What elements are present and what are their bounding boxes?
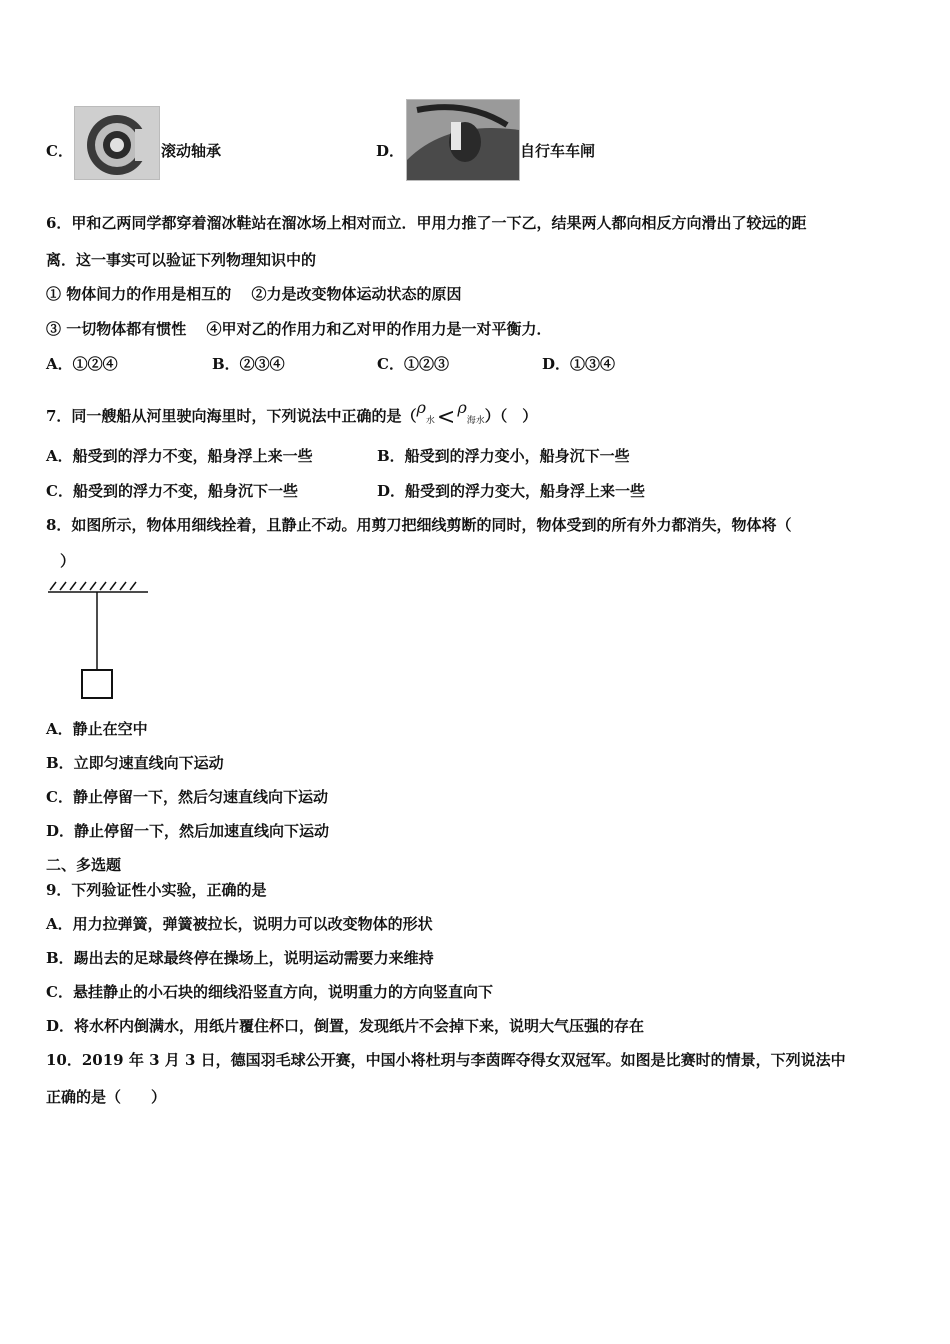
q6-statement-line-2: ③ 一切物体都有惯性 ④甲对乙的作用力和乙对甲的作用力是一对平衡力．: [46, 320, 552, 338]
q8-stem-line-2: ）: [60, 552, 76, 570]
q9-option-c: C．悬挂静止的小石块的细线沿竖直方向，说明重力的方向竖直向下: [46, 983, 493, 1001]
q5-option-d-label: 自行车车闸: [520, 142, 596, 160]
q7-option-d: D．船受到的浮力变大，船身浮上来一些: [377, 482, 646, 500]
ceiling-hatch: [48, 582, 148, 592]
q9-option-b: B．踢出去的足球最终停在操场上，说明运动需要力来维持: [46, 949, 434, 967]
q8-option-a: A．静止在空中: [46, 720, 148, 738]
q7-option-b: B．船受到的浮力变小，船身沉下一些: [377, 447, 630, 465]
q6-option-d: D．①③④: [542, 355, 616, 373]
q6-statement-line-1: ① 物体间力的作用是相互的 ②力是改变物体运动状态的原因: [46, 285, 462, 303]
q9-stem: 9．下列验证性小实验，正确的是: [46, 881, 267, 899]
q5-option-d-letter: D．: [376, 142, 405, 160]
hanging-block-diagram: [44, 576, 154, 704]
density-inequality: $\rho_水< \rho_{海水}$: [416, 398, 485, 430]
q8-option-d: D．静止停留一下，然后加速直线向下运动: [46, 822, 330, 840]
q9-option-d: D．将水杯内倒满水，用纸片覆住杯口，倒置，发现纸片不会掉下来，说明大气压强的存在: [46, 1017, 645, 1035]
q6-option-a: A．①②④: [46, 355, 118, 373]
bicycle-brake-photo: [406, 99, 520, 181]
bearing-photo: [74, 106, 160, 180]
q6-stem-line-1: 6．甲和乙两同学都穿着溜冰鞋站在溜冰场上相对而立．甲用力推了一下乙，结果两人都向相反方向滑出了较远的距: [46, 214, 807, 232]
q7-option-a: A．船受到的浮力不变，船身浮上来一些: [46, 447, 313, 465]
q5-option-c-letter: C．: [46, 142, 73, 160]
q8-stem-line-1: 8．如图所示，物体用细线拴着，且静止不动。用剪刀把细线剪断的同时，物体受到的所有外力都消失，物体将（: [46, 516, 792, 534]
q6-option-c: C．①②③: [377, 355, 449, 373]
q6-option-b: B．②③④: [212, 355, 285, 373]
q6-stem-line-2: 离．这一事实可以验证下列物理知识中的: [46, 251, 317, 269]
q5-option-c-label: 滚动轴承: [161, 142, 222, 160]
q7-stem-suffix: ）（ ）: [484, 407, 538, 425]
q7-stem-prefix: 7．同一艘船从河里驶向海里时，下列说法中正确的是（: [46, 407, 417, 425]
bicycle-brake-icon: [407, 100, 519, 180]
q8-option-c: C．静止停留一下，然后匀速直线向下运动: [46, 788, 328, 806]
q10-stem-line-1: 10．2019 年 3 月 3 日，德国羽毛球公开赛，中国小将杜玥与李茵晖夺得女双冠军。如图是比赛时的情景，下列说法中: [46, 1051, 846, 1069]
block: [82, 670, 112, 698]
roller-bearing-icon: [75, 107, 159, 179]
q10-stem-line-2: 正确的是（ ）: [46, 1088, 167, 1106]
q7-option-c: C．船受到的浮力不变，船身沉下一些: [46, 482, 298, 500]
q8-option-b: B．立即匀速直线向下运动: [46, 754, 224, 772]
q9-option-a: A．用力拉弹簧，弹簧被拉长，说明力可以改变物体的形状: [46, 915, 433, 933]
section-heading-multiple-choice: 二、多选题: [46, 856, 122, 874]
q7-stem: [46, 398, 537, 430]
